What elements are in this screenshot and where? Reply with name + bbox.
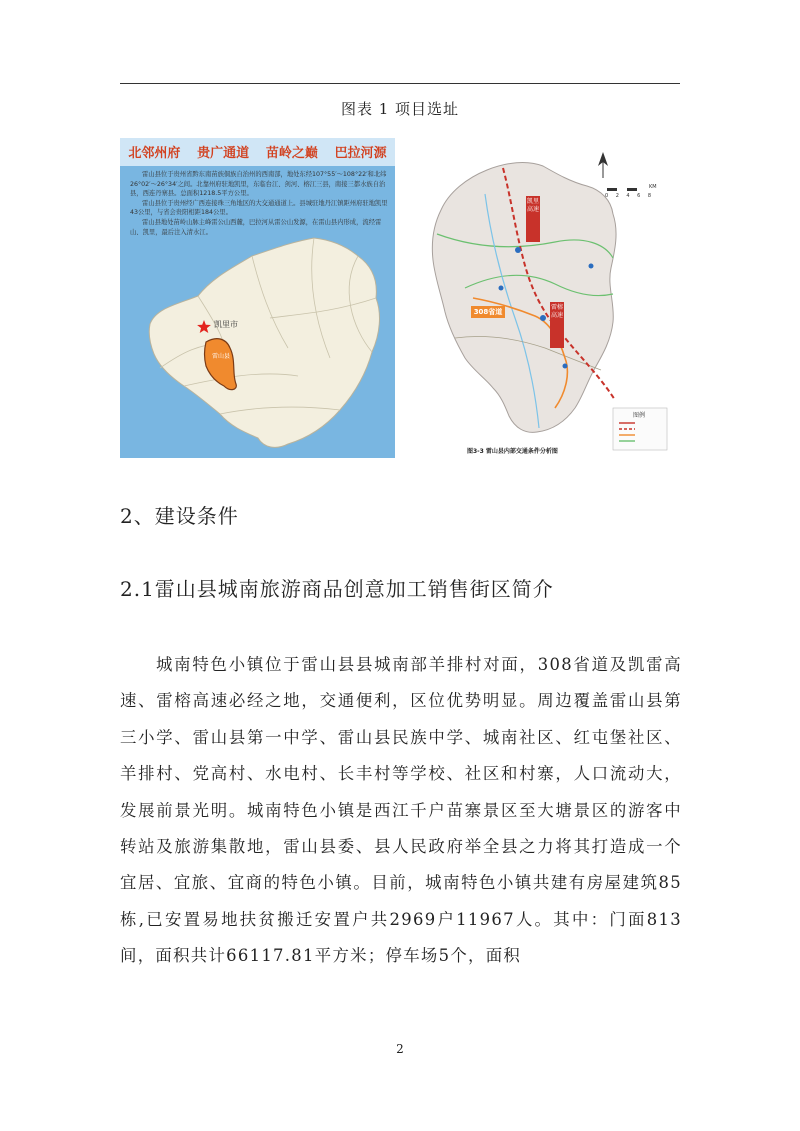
scale-unit: KM [649, 184, 657, 190]
section-heading: 2、建设条件 [120, 504, 239, 528]
scale-bar-gap-2 [637, 188, 647, 191]
town-dot-2 [499, 286, 504, 291]
slogan-4: 巴拉河源 [334, 146, 387, 161]
town-dot-1 [515, 247, 521, 253]
county-land [432, 163, 616, 433]
location-map [120, 138, 395, 458]
figure-caption: 图表 1 项目选址 [340, 100, 460, 118]
scale-tick-5: 8 [647, 193, 651, 199]
page-number: 2 [396, 1042, 404, 1056]
intro-para-2: 雷山县位于贵州经广西连接珠三角地区的大交通通道上。县城驻地丹江镇距州府驻地凯里43公里，与省会贵阳相距184公里。 [130, 199, 388, 217]
kaili-label: 凯里市 [214, 320, 238, 329]
body-paragraph: 城南特色小镇位于雷山县县城南部羊排村对面，308省道及凯雷高速、雷榕高速必经之地，交通便利，区位优势明显。周边覆盖雷山县第三小学、雷山县第一中学、雷山县民族中学、城南社区、红屯堡社区、羊排村、党高村、水电村、长丰村等学校、社区和村寨，人口流动大，发展前景光明。城南特色小镇是西江千户苗寨景区至大塘景区的游客中转站及旅游集散地，雷山县委、县人民政府举全县之力将其打造成一个宜居、宜旅、宜商的特色小镇。目前，城南特色小镇共建有房屋建筑85栋,已安置易地扶贫搬迁安置户共2969户11967人。其中：门面813间，面积共计66117.81平方米；停车场5个，面积 [120, 655, 682, 966]
scale-tick-1: 0 [605, 193, 609, 199]
intro-para-3: 雷山县地处苗岭山脉主峰雷公山西麓，巴拉河从雷公山发源，在雷山县内形成，流经雷山、凯里，最后注入清水江。 [130, 218, 382, 236]
slogan-3: 苗岭之巅 [265, 146, 318, 161]
subsection-heading: 2.1雷山县城南旅游商品创意加工销售街区简介 [120, 577, 554, 601]
scale-ticks [605, 193, 651, 199]
scale-bar-gap-1 [617, 188, 627, 191]
route-308-label: 308省道 [473, 308, 503, 316]
location-figure [120, 138, 680, 460]
slogan-2: 贵广通道 [197, 146, 250, 161]
leirong-highway-label: 雷榕高速 [550, 304, 563, 319]
prefecture-land [149, 238, 379, 447]
kaili-highway-label: 凯里高速 [526, 198, 539, 213]
header-rule [120, 83, 680, 84]
scale-tick-3: 4 [626, 193, 630, 199]
legend-title: 图例 [633, 412, 646, 419]
town-dot-4 [563, 364, 568, 369]
scale-tick-4: 6 [637, 193, 641, 199]
traffic-map-caption: 图3-3 雷山县内部交通条件分析图 [467, 448, 558, 455]
leishan-label: 雷山县 [212, 353, 231, 360]
slogan-1: 北邻州府 [128, 146, 181, 161]
intro-text [130, 170, 388, 237]
town-dot-5 [589, 264, 594, 269]
town-dot-3 [540, 315, 546, 321]
intro-para-1: 雷山县位于贵州省黔东南苗族侗族自治州的西南部，地处东经107°55′～108°22′和北纬26°02′～26°34′之间。北靠州府驻地凯里，东临台江、剑河、榕江三县，南接三都水族自治县，西连丹寨县。总面积1218.5平方公里。 [130, 171, 387, 198]
traffic-map [415, 138, 680, 458]
scale-tick-2: 2 [615, 193, 619, 199]
